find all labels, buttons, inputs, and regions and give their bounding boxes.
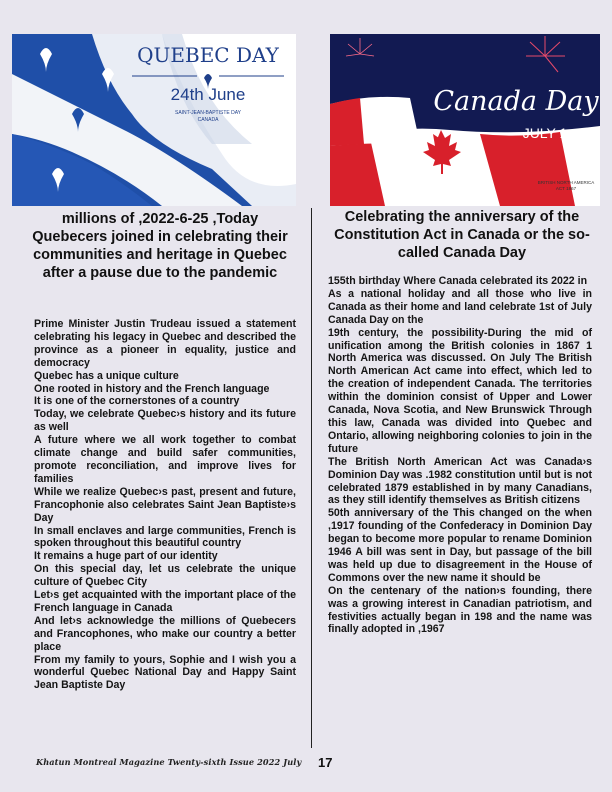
paragraph: Quebec has a unique culture [34, 369, 179, 382]
column-divider [311, 208, 312, 748]
right-headline: Celebrating the anniversary of the Constitution Act in Canada or the so-called Canada Day [334, 209, 590, 261]
paragraph: And let›s acknowledge the millions of Quebecers and Francophones, who make our country a better place [34, 614, 296, 653]
paragraph: On this special day, let us celebrate the unique culture of Quebec City [34, 563, 296, 589]
canada-day-image [330, 34, 600, 206]
paragraph: 155th birthday Where Canada celebrated its 2022 in [328, 275, 588, 287]
paragraph: It remains a huge part of our identity [34, 550, 218, 563]
left-headline: millions of ,2022-6-25 ,Today Quebecers joined in celebrating their communities and heritage in Quebec after a pause due to the pandemic [32, 211, 288, 281]
paragraph: In small enclaves and large communities, French is spoken throughout this beautiful country [34, 524, 296, 550]
paragraph: From my family to yours, Sophie and I wish you a wonderful Quebec National Day and Happy Saint Jean Baptiste Day [34, 653, 296, 692]
right-image-title: Canada Day [433, 86, 599, 117]
paragraph: 50th anniversary of the This changed on the when ,1917 founding of the Confederacy in Dominion Day began to become more popular to rename Dominion 1946 A bill was sent in Day, but passage of the bill was held up due to disagreement in the House of Commons over the new name it should be [328, 507, 592, 584]
paragraph: On the centenary of the nation›s founding, there was a growing interest in Canadian patriotism, and festivities actually began in 198 and the name was finally adopted in ,1967 [328, 584, 592, 636]
left-image-title: QUEBEC DAY [137, 43, 279, 67]
left-image-subtitle-1: SAINT-JEAN-BAPTISTE DAY [174, 110, 242, 116]
page-number: 17 [318, 755, 333, 770]
left-image-subtitle-2: CANADA [197, 117, 219, 123]
paragraph: One rooted in history and the French language [34, 382, 270, 395]
right-image-date: JULY 1 [522, 125, 568, 141]
paragraph: 19th century, the possibility-During the mid of unification among the British colonies in 1867 1 North America was discussed. On July The British North American Act came into effect, which led to the creation of independent Canada. The territories within the dominion consist of Upper and Lower Canada, Nova Scotia, and New Brunswick Through this law, Canada was divided into Quebec and Ontario, allowing neighboring colonies to join in the future [328, 326, 592, 455]
right-article-body [328, 275, 592, 636]
quebec-day-image [12, 34, 296, 206]
paragraph: Prime Minister Justin Trudeau issued a statement celebrating his legacy in Quebec and described the province as a pioneer in equality, justice and democracy [34, 318, 296, 369]
paragraph: It is one of the cornerstones of a country [34, 395, 240, 408]
paragraph: Today, we celebrate Quebec›s history and its future as well [34, 408, 296, 434]
quebec-flag-icon [12, 34, 296, 206]
left-image-date: 24th June [170, 85, 246, 104]
footer-magazine-name: Khatun Montreal Magazine Twenty-sixth Issue 2022 July [36, 757, 302, 767]
paragraph: Let›s get acquainted with the important place of the French language in Canada [34, 589, 296, 614]
paragraph: As a national holiday and all those who live in Canada as their home and land celebrate 1st of July Canada Day on the [328, 287, 592, 326]
canada-flag-icon [330, 34, 600, 206]
right-image-corner-1: BRITISH NORTH AMERICA [537, 180, 595, 185]
paragraph: A future where we all work together to combat climate change and build safer communities, promote reconciliation, and improve lives for families [34, 434, 296, 485]
left-article-body [34, 318, 296, 692]
right-image-corner-2: ACT 1867 [555, 186, 577, 191]
paragraph: While we realize Quebec›s past, present and future, Francophonie also celebrates Saint Jean Baptiste›s Day [34, 485, 296, 524]
paragraph: The British North American Act was Canada›s Dominion Day was .1982 constitution until but is not celebrated 1879 established in by many Canadians, as they still identify themselves as British citizens [328, 455, 592, 507]
